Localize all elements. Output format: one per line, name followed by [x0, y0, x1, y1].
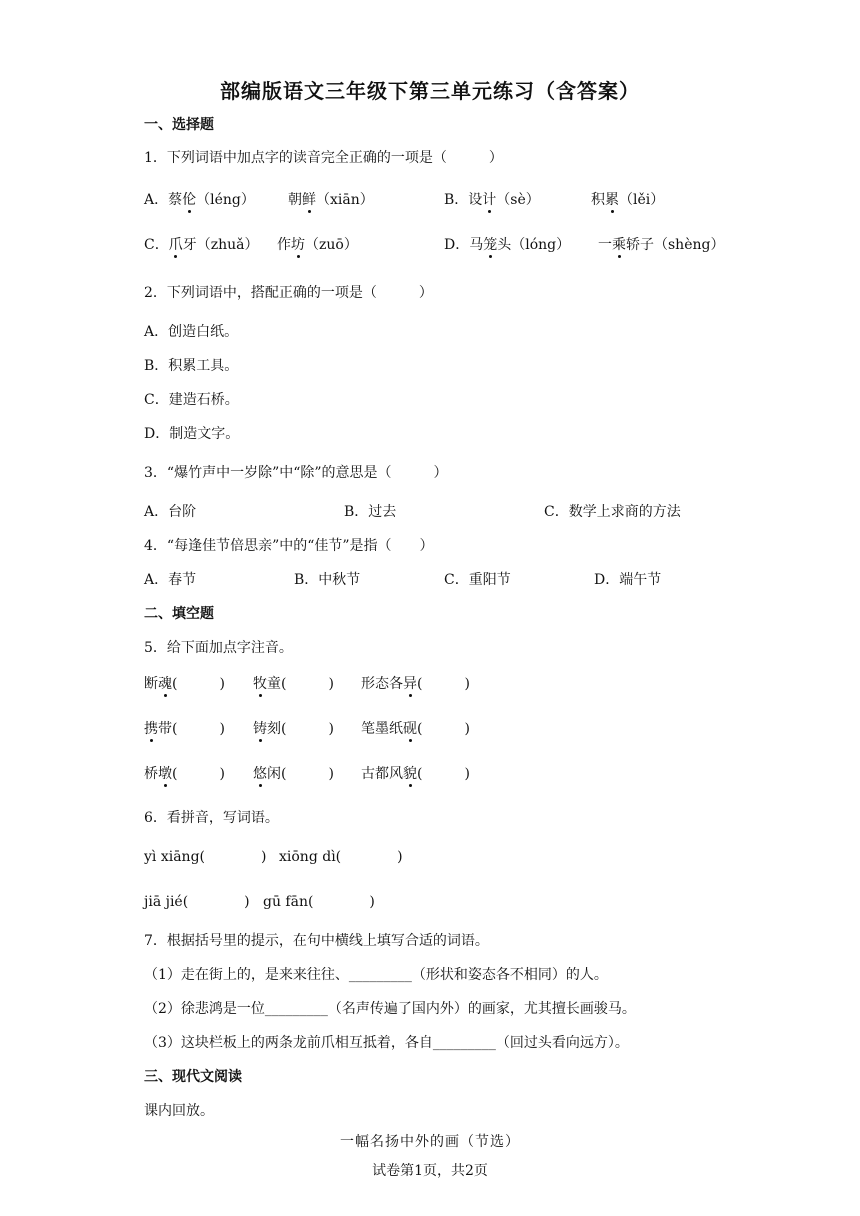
q4-option-c: C．重阳节: [444, 572, 511, 588]
q6-pinyin-1: yì xiāng( ): [144, 849, 267, 865]
q5-item: 断魂( ): [144, 676, 225, 692]
q6-pinyin-4: gū fān( ): [263, 894, 375, 910]
q5-item: 悠闲( ): [253, 766, 334, 782]
section-heading-choice: 一、选择题: [144, 117, 214, 133]
q2-option-c: C．建造石桥。: [144, 392, 239, 408]
section-heading-fill: 二、填空题: [144, 606, 214, 622]
question-1-stem: 1．下列词语中加点字的读音完全正确的一项是（ ）: [144, 150, 503, 166]
page-title: 部编版语文三年级下第三单元练习（含答案）: [220, 79, 640, 103]
q4-option-b: B．中秋节: [294, 572, 361, 588]
question-5-stem: 5．给下面加点字注音。: [144, 640, 293, 656]
q6-pinyin-2: xiōng dì( ): [279, 849, 403, 865]
q5-item: 桥墩( ): [144, 766, 225, 782]
q1-option-a-word1: A．蔡伦（léng）: [144, 192, 255, 208]
q5-item: 形态各异( ): [361, 676, 470, 692]
q1-option-d-word1: D．马笼头（lóng）: [444, 237, 571, 253]
reading-passage-title: 一幅名扬中外的画（节选）: [340, 1134, 520, 1150]
q4-option-a: A．春节: [144, 572, 197, 588]
q1-option-c-word1: C．爪牙（zhuǎ）: [144, 237, 259, 253]
q1-option-c-word2: 作坊（zuō）: [277, 237, 358, 253]
q5-item: 牧童( ): [253, 676, 334, 692]
q5-item: 携带( ): [144, 721, 225, 737]
q5-item: 铸刻( ): [253, 721, 334, 737]
question-3-stem: 3．“爆竹声中一岁除”中“除”的意思是（ ）: [144, 465, 448, 481]
q1-option-d-word2: 一乘轿子（shèng）: [598, 237, 725, 253]
q6-pinyin-3: jiā jié( ): [144, 894, 250, 910]
q2-option-a: A．创造白纸。: [144, 324, 239, 340]
page-footer: 试卷第1页，共2页: [372, 1163, 488, 1179]
question-2-stem: 2．下列词语中，搭配正确的一项是（ ）: [144, 285, 433, 301]
q5-item: 古都风貌( ): [361, 766, 470, 782]
section-heading-reading: 三、现代文阅读: [144, 1069, 242, 1085]
q1-option-a-word2: 朝鲜（xiān）: [288, 192, 374, 208]
q3-option-b: B．过去: [344, 504, 397, 520]
q5-item: 笔墨纸砚( ): [361, 721, 470, 737]
q3-option-c: C．数学上求商的方法: [544, 504, 681, 520]
question-7-stem: 7．根据括号里的提示，在句中横线上填写合适的词语。: [144, 933, 489, 949]
question-4-stem: 4．“每逢佳节倍思亲”中的“佳节”是指（ ）: [144, 538, 434, 554]
q4-option-d: D．端午节: [594, 572, 662, 588]
q7-sentence-1: （1）走在街上的，是来来往往、_________（形状和姿态各不相同）的人。: [144, 967, 608, 983]
q2-option-d: D．制造文字。: [144, 426, 240, 442]
q1-option-b-word1: B．设计（sè）: [444, 192, 540, 208]
q3-option-a: A．台阶: [144, 504, 197, 520]
reading-intro: 课内回放。: [144, 1103, 214, 1119]
question-6-stem: 6．看拼音，写词语。: [144, 810, 279, 826]
q2-option-b: B．积累工具。: [144, 358, 239, 374]
q1-option-b-word2: 积累（lěi）: [591, 192, 665, 208]
q7-sentence-3: （3）这块栏板上的两条龙前爪相互抵着，各自_________（回过头看向远方）。: [144, 1035, 629, 1051]
q7-sentence-2: （2）徐悲鸿是一位_________（名声传遍了国内外）的画家，尤其擅长画骏马。: [144, 1001, 636, 1017]
